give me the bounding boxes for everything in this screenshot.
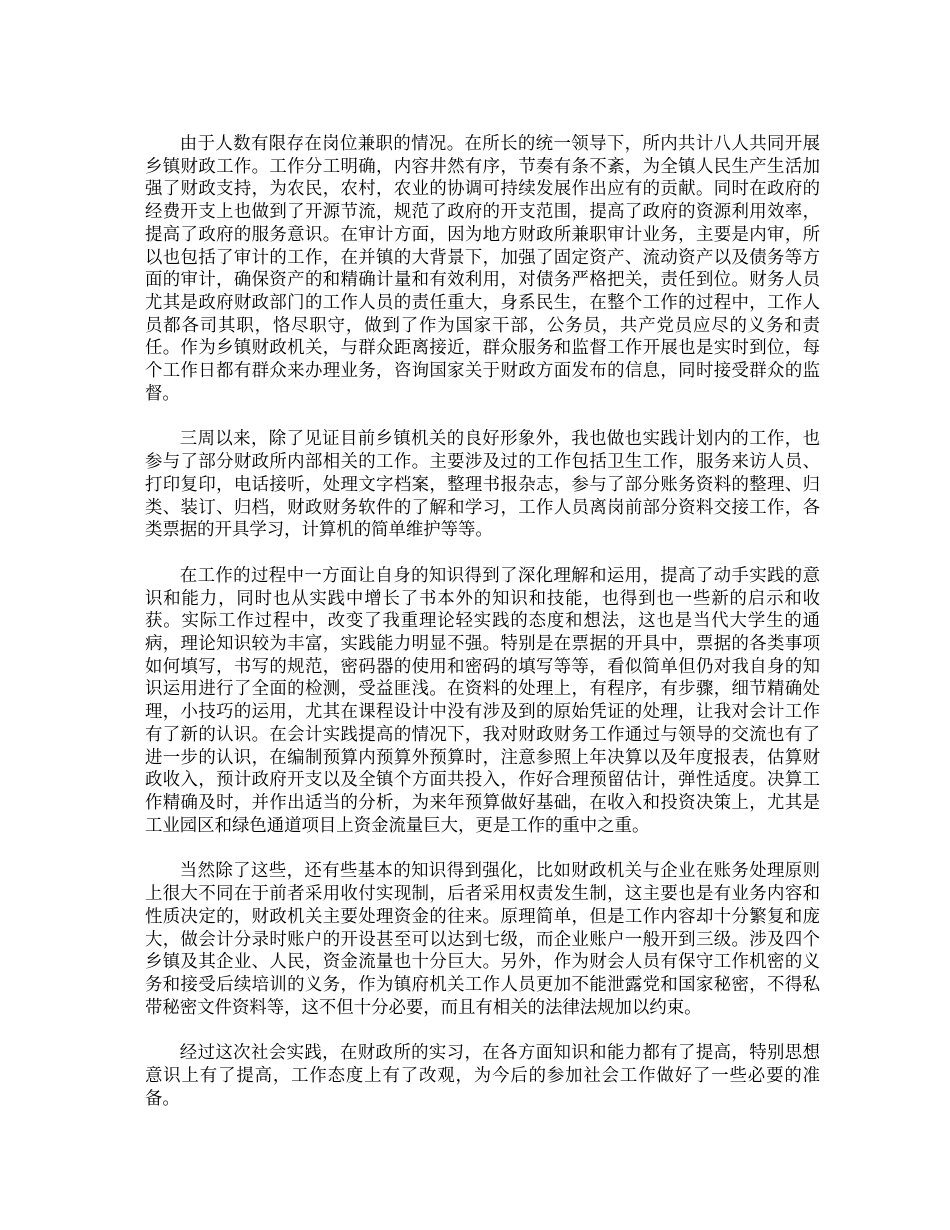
document-body — [145, 133, 820, 1133]
paragraph-5: 经过这次社会实践，在财政所的实习，在各方面知识和能力都有了提高，特别思想意识上有了提高，工作态度上有了改观，为今后的参加社会工作做好了一些必要的准备。 — [145, 1043, 820, 1109]
paragraph-1: 由于人数有限存在岗位兼职的情况。在所长的统一领导下，所内共计八人共同开展乡镇财政工作。工作分工明确，内容井然有序，节奏有条不紊，为全镇人民生产生活加强了财政支持，为农民，农村，农业的协调可持续发展作出应有的贡献。同时在政府的经费开支上也做到了开源节流，规范了政府的开支范围，提高了政府的资源利用效率，提高了政府的服务意识。在审计方面，因为地方财政所兼职审计业务，主要是内审，所以也包括了审计的工作，在并镇的大背景下，加强了固定资产、流动资产以及债务等方面的审计，确保资产的和精确计量和有效利用，对债务严格把关，责任到位。财务人员尤其是政府财政部门的工作人员的责任重大，身系民生，在整个工作的过程中，工作人员都各司其职，恪尽职守，做到了作为国家干部，公务员，共产党员应尽的义务和责任。作为乡镇财政机关，与群众距离接近，群众服务和监督工作开展也是实时到位，每个工作日都有群众来办理业务，咨询国家关于财政方面发布的信息，同时接受群众的监督。 — [145, 134, 820, 404]
paragraph-2: 三周以来，除了见证目前乡镇机关的良好形象外，我也做也实践计划内的工作，也参与了部分财政所内部相关的工作。主要涉及过的工作包括卫生工作，服务来访人员、打印复印，电话接听，处理文字档案，整理书报杂志，参与了部分账务资料的整理、归类、装订、归档，财政财务软件的了解和学习，工作人员离岗前部分资料交接工作，各类票据的开具学习，计算机的简单维护等等。 — [145, 429, 820, 541]
paragraph-3: 在工作的过程中一方面让自身的知识得到了深化理解和运用，提高了动手实践的意识和能力，同时也从实践中增长了书本外的知识和技能，也得到也一些新的启示和收获。实际工作过程中，改变了我重理论轻实践的态度和想法，这也是当代大学生的通病，理论知识较为丰富，实践能力明显不强。特别是在票据的开具中，票据的各类事项如何填写，书写的规范，密码器的使用和密码的填写等等，看似简单但仍对我自身的知识运用进行了全面的检测，受益匪浅。在资料的处理上，有程序，有步骤，细节精确处理，小技巧的运用，尤其在课程设计中没有涉及到的原始凭证的处理，让我对会计工作有了新的认识。在会计实践提高的情况下，我对财政财务工作通过与领导的交流也有了进一步的认识，在编制预算内预算外预算时，注意参照上年决算以及年度报表，估算财政收入，预计政府开支以及全镇个方面共投入，作好合理预留估计，弹性适度。决算工作精确及时，并作出适当的分析，为来年预算做好基础，在收入和投资决策上，尤其是工业园区和绿色通道项目上资金流量巨大，更是工作的重中之重。 — [145, 565, 820, 836]
paragraph-4: 当然除了这些，还有些基本的知识得到强化，比如财政机关与企业在账务处理原则上很大不同在于前者采用收付实现制，后者采用权责发生制，这主要也是有业务内容和性质决定的，财政机关主要处理资金的往来。原理简单，但是工作内容却十分繁复和庞大，做会计分录时账户的开设甚至可以达到七级，而企业账户一般开到三级。涉及四个乡镇及其企业、人民，资金流量也十分巨大。另外，作为财会人员有保守工作机密的义务和接受后续培训的义务，作为镇府机关工作人员更加不能泄露党和国家秘密，不得私带秘密文件资料等，这不但十分必要，而且有相关的法律法规加以约束。 — [145, 861, 820, 1018]
